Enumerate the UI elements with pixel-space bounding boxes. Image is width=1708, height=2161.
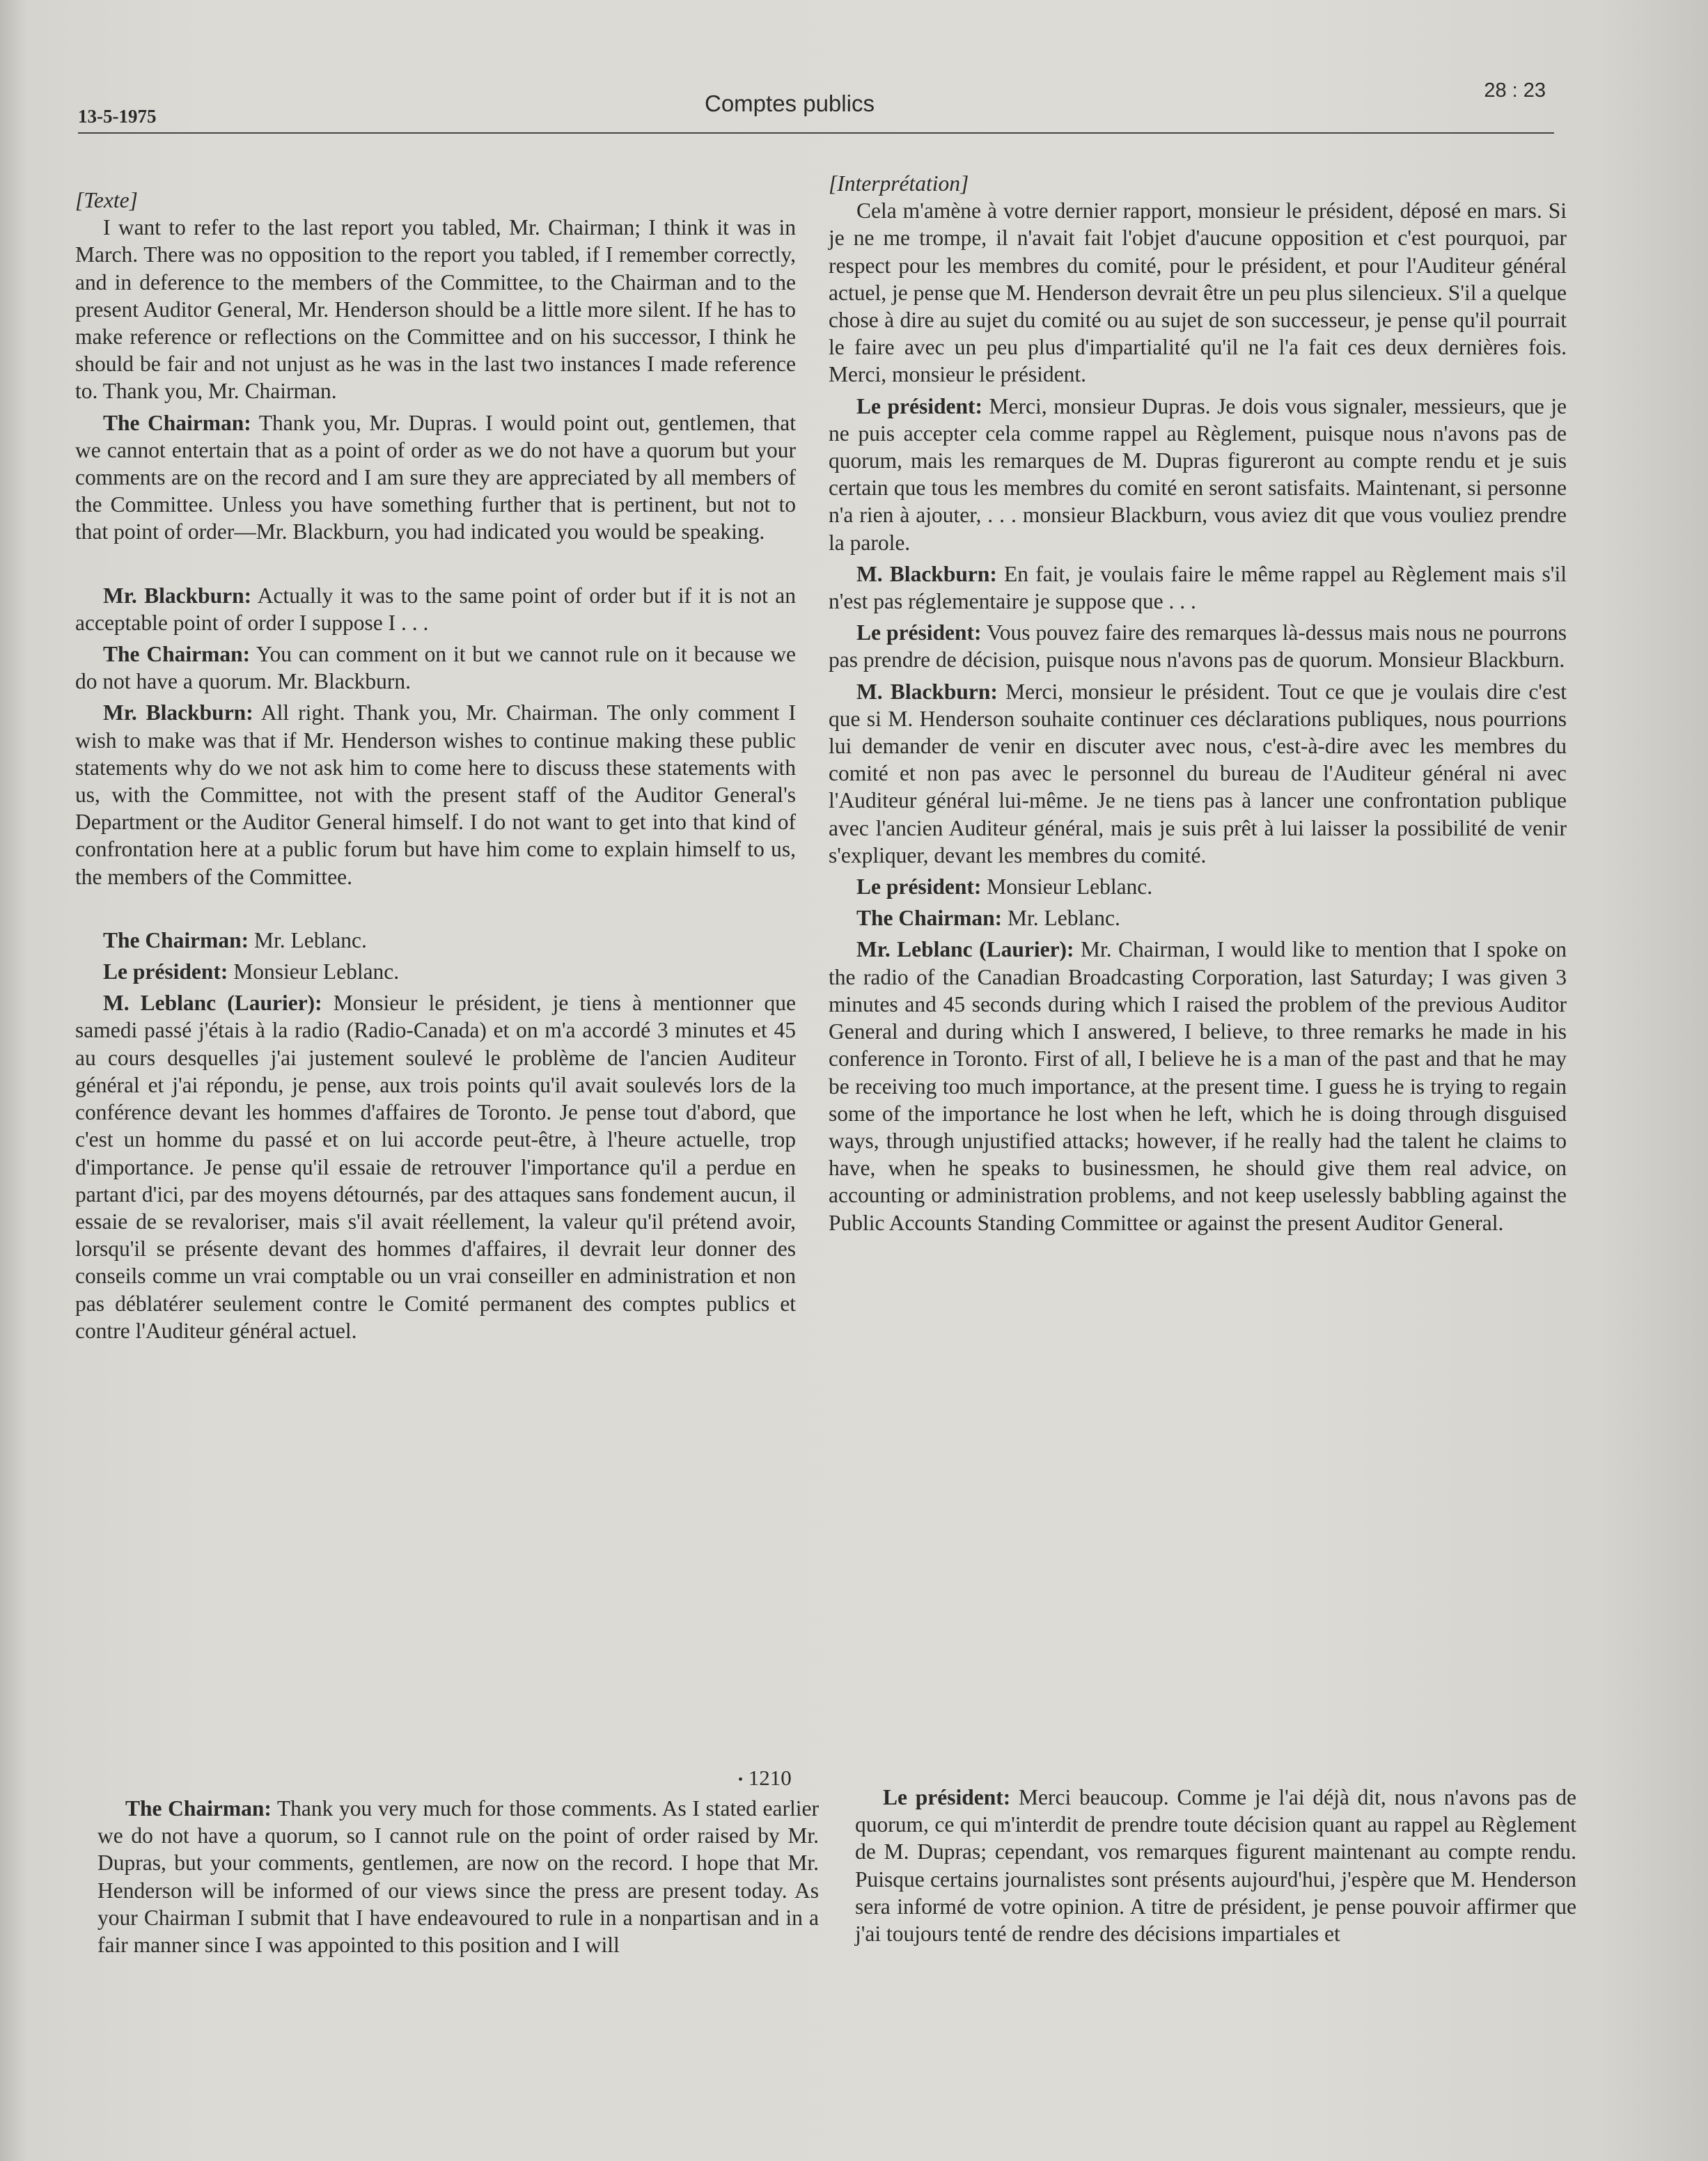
paragraph-text: You can comment on it but we cannot rule on it because we do not have a quorum. Mr. Blackburn.	[75, 642, 796, 694]
paragraph-text: Actually it was to the same point of order but if it is not an acceptable point of order I suppose I . . .	[75, 583, 796, 635]
paragraph	[829, 936, 1567, 1236]
paragraph-text: Mr. Leblanc.	[1008, 906, 1120, 931]
paragraph-text: Monsieur Leblanc.	[987, 874, 1153, 899]
header-page-number: 28 : 23	[1484, 79, 1546, 102]
paragraph	[829, 197, 1567, 388]
bullet-icon: •	[738, 1772, 744, 1788]
speaker-label: Mr. Blackburn:	[103, 700, 253, 725]
page-edge-shadow	[1601, 0, 1708, 2161]
paragraph	[97, 1795, 819, 1958]
language-tag: [Interprétation]	[829, 171, 969, 196]
paragraph	[855, 1784, 1576, 1947]
speaker-label: The Chairman:	[103, 642, 251, 667]
page-header	[78, 77, 1554, 134]
speaker-label: M. Blackburn:	[856, 561, 997, 586]
speaker-label: The Chairman:	[125, 1796, 272, 1821]
right-column-top	[829, 170, 1567, 1241]
speaker-label: Le président:	[883, 1785, 1011, 1809]
speaker-label: The Chairman:	[856, 906, 1003, 931]
paragraph-text: Thank you, Mr. Dupras. I would point out, gentlemen, that we cannot entertain that as a point of order as we do not have a quorum but your comments are on the record and I am sure they are appreciated by all members of the Committee. Unless you have something further that is pertinent, but not to that point of order—Mr. Blackburn, you had indicated you would be speaking.	[75, 410, 797, 544]
paragraph-text: Merci, monsieur Dupras. Je dois vous signaler, messieurs, que je ne puis accepter cela comme rappel au Règlement, puisque nous n'avons pas de quorum, mais les remarques de M. Dupras figureront au compte rendu et je suis certain que tous les membres du comité en seront satisfaits. Maintenant, si personne n'a rien à ajouter, . . . monsieur Blackburn, vous aviez dit que vous vouliez prendre la parole.	[829, 393, 1567, 555]
paragraph-text: Monsieur le président, je tiens à mentionner que samedi passé j'étais à la radio (Radio-Canada) et on m'a accordé 3 minutes et 45 au cours desquelles j'ai justement soulevé le problème de l'ancien Auditeur général et j'ai répondu, je pense, aux trois points qu'il avait soulevés lors de la conférence devant les hommes d'affaires de Toronto. Je pense tout d'abord, que c'est un homme du passé et on lui accorde peut-être, à l'heure actuelle, trop d'importance. Je pense qu'il essaie de retrouver l'importance qu'il a perdue en partant d'ici, par des moyens détournés, par des attaques sans fondement aucun, il essaie de se revaloriser, mais s'il avait réellement, la valeur qu'il prétend avoir, lorsqu'il se présente devant des hommes d'affaires, il devrait leur donner des conseils comme un vrai comptable ou un vrai conseiller en administration et non pas déblatérer seulement contre le Comité permanent des comptes publics et contre l'Auditeur général actuel.	[75, 991, 796, 1343]
speaker-label: M. Blackburn:	[856, 679, 998, 704]
paragraph	[75, 699, 796, 890]
speaker-label: Le président:	[103, 959, 228, 984]
speaker-label: Mr. Blackburn:	[103, 583, 252, 608]
header-title: Comptes publics	[705, 91, 875, 116]
right-column-bottom	[855, 1784, 1576, 1951]
paragraph-text: Monsieur Leblanc.	[233, 959, 400, 984]
paragraph-text: En fait, je voulais faire le même rappel au Règlement mais s'il n'est pas réglementaire je suppose que . . .	[829, 561, 1567, 614]
header-date: 13-5-1975	[78, 106, 157, 127]
paragraph-text: I want to refer to the last report you tabled, Mr. Chairman; I think it was in March. There was no opposition to the report you tabled, if I remember correctly, and in deference to the members of the Committee, to the Chairman and to the present Auditor General, Mr. Henderson should be a little more silent. If he has to make reference or reflections on the Committee and on his successor, I think he should be fair and not unjust as he was in the last two instances I made reference to. Thank you, Mr. Chairman.	[75, 215, 796, 404]
paragraph	[829, 904, 1567, 932]
paragraph	[75, 958, 796, 985]
time-marker	[738, 1766, 792, 1791]
left-column-bottom	[97, 1795, 819, 1963]
paragraph	[75, 582, 796, 636]
paragraph-text: Mr. Leblanc.	[254, 927, 367, 952]
paragraph-text: Cela m'amène à votre dernier rapport, monsieur le président, déposé en mars. Si je ne me trompe, il n'avait fait l'objet d'aucune opposition et c'est pourquoi, par respect pour les membres du comité, pour le président, et pour l'Auditeur général actuel, je pense que M. Henderson devrait être un peu plus silencieux. S'il a quelque chose à dire au sujet du comité ou au sujet de son successeur, je pense qu'il pourrait le faire avec un peu plus d'impartialité qu'il ne l'a fait ces deux dernières fois. Merci, monsieur le président.	[829, 198, 1567, 387]
paragraph	[75, 641, 796, 695]
left-column-top	[75, 187, 796, 1349]
paragraph	[829, 393, 1567, 556]
paragraph-text: Mr. Chairman, I would like to mention that I spoke on the radio of the Canadian Broadcasting Corporation, last Saturday; I was given 3 minutes and 45 seconds during which I raised the problem of the previous Auditor General and during which I answered, I believe, to three remarks he made in his conference in Toronto. First of all, I believe he is a man of the past and that he may be receiving too much importance, at the present time. I guess he is trying to regain some of the importance he lost when he left, which he is doing through disguised ways, through unjustified attacks; however, if he really had the talent he claims to have, when he speaks to businessmen, he should give them real advice, on accounting or administration problems, and not keep uselessly babbling against the Public Accounts Standing Committee or against the present Auditor General.	[829, 937, 1567, 1235]
speaker-label: The Chairman:	[103, 410, 251, 435]
speaker-label: Mr. Leblanc (Laurier):	[856, 937, 1074, 962]
language-tag: [Texte]	[75, 188, 138, 212]
speaker-label: M. Leblanc (Laurier):	[103, 991, 322, 1016]
paragraph	[75, 409, 796, 546]
paragraph	[75, 927, 796, 954]
paragraph-text: Merci, monsieur le président. Tout ce que je voulais dire c'est que si M. Henderson souhaite continuer ces déclarations publiques, nous pourrions lui demander de venir en discuter avec nous, c'est-à-dire avec les membres du comité et non pas avec le personnel du bureau de l'Auditeur général ni avec l'Auditeur général lui-même. Je ne tiens pas à lancer une confrontation publique avec l'ancien Auditeur général, mais je suis prêt à lui laisser la possibilité de venir s'expliquer, devant les membres du comité.	[829, 679, 1567, 867]
paragraph	[829, 560, 1567, 615]
paragraph	[829, 873, 1567, 900]
speaker-label: Le président:	[856, 393, 982, 418]
paragraph	[75, 214, 796, 404]
paragraph-text: Merci beaucoup. Comme je l'ai déjà dit, nous n'avons pas de quorum, ce qui m'interdit de prendre toute décision quant au rappel au Règlement de M. Dupras; cependant, vos remarques figurent maintenant au compte rendu. Puisque certains journalistes sont présents aujourd'hui, j'espère que M. Henderson sera informé de votre opinion. A titre de président, je pense pouvoir affirmer que j'ai toujours tenté de rendre des décisions impartiales et	[855, 1785, 1577, 1947]
paragraph	[829, 619, 1567, 673]
speaker-label: Le président:	[856, 874, 982, 899]
paragraph	[829, 678, 1567, 869]
paragraph-text: Vous pouvez faire des remarques là-dessus mais nous ne pourrons pas prendre de décision, puisque nous n'avons pas de quorum. Monsieur Blackburn.	[829, 620, 1567, 673]
speaker-label: The Chairman:	[103, 927, 249, 952]
time-marker-text: 1210	[748, 1766, 792, 1790]
paragraph-text: Thank you very much for those comments. As I stated earlier we do not have a quorum, so I cannot rule on the point of order raised by Mr. Dupras, but your comments, gentlemen, are now on the record. I hope that Mr. Henderson will be informed of our views since the press are present today. As your Chairman I submit that I have endeavoured to rule in a nonpartisan and in a fair manner since I was appointed to this position and I will	[97, 1796, 819, 1958]
paragraph-text: All right. Thank you, Mr. Chairman. The only comment I wish to make was that if Mr. Henderson wishes to continue making these public statements why do we not ask him to come here to discuss these statements with us, with the Committee, not with the present staff of the Auditor General's Department or the Auditor General himself. I do not want to get into that kind of confrontation here at a public forum but have him come to explain himself to us, the members of the Committee.	[75, 700, 796, 889]
speaker-label: Le président:	[856, 620, 982, 645]
paragraph	[75, 989, 796, 1344]
